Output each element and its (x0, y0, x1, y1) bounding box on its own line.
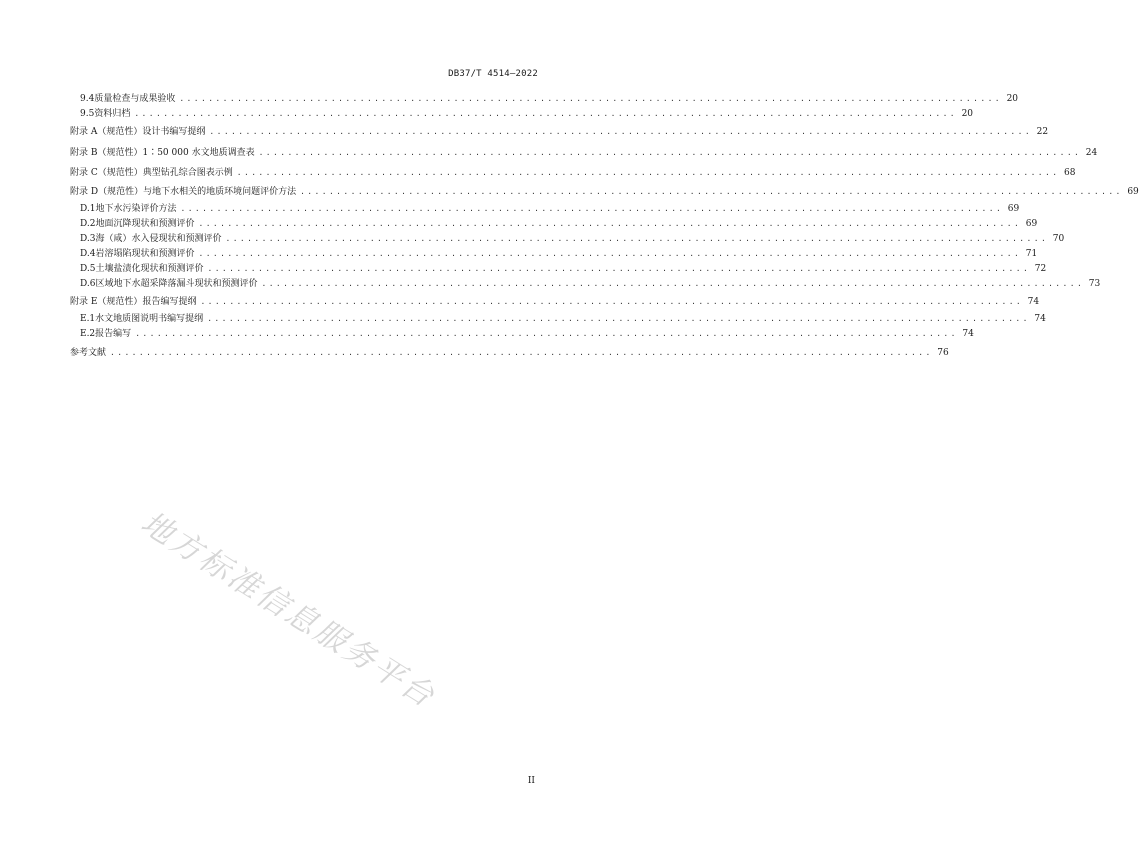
toc-leader-dots: .................................................................................................................. (207, 264, 1031, 273)
toc-leader-dots: .................................................................................................................. (180, 204, 1004, 213)
toc-entry-number: D.1 (80, 204, 96, 214)
toc-entry-number: 附录 D（规范性） (70, 187, 144, 197)
toc-entry[interactable] (80, 328, 974, 340)
toc-leader-dots: .................................................................................................................. (236, 168, 1060, 177)
toc-leader-dots: .................................................................................................................. (110, 348, 933, 357)
toc-entry[interactable] (80, 93, 1019, 105)
toc-entry-number: D.4 (80, 249, 96, 259)
toc-leader-dots: .................................................................................................................. (200, 297, 1024, 306)
toc-entry[interactable] (80, 108, 974, 120)
toc-entry-page: 20 (961, 109, 974, 119)
toc-leader-dots: .................................................................................................................. (300, 187, 1123, 196)
toc-entry-page: 69 (1007, 204, 1020, 214)
toc-entry-number: 附录 A（规范性） (70, 127, 143, 137)
toc-leader-dots: .................................................................................................................. (198, 249, 1022, 258)
toc-entry-title: 海（咸）水入侵现状和预测评价 (95, 234, 222, 244)
toc-leader-dots: .................................................................................................................. (134, 109, 958, 118)
toc-entry-number: D.3 (80, 234, 96, 244)
toc-entry-number: 附录 B（规范性） (70, 148, 143, 158)
toc-entry-page: 69 (1127, 187, 1139, 197)
toc-entry-number: 9.5 (80, 109, 95, 119)
toc-entry-title: 地下水污染评价方法 (95, 204, 177, 214)
toc-leader-dots: .................................................................................................................. (209, 127, 1033, 136)
toc-entry-title: 岩溶塌陷现状和预测评价 (95, 249, 195, 259)
toc-entry[interactable] (70, 186, 1139, 198)
toc-entry-number: D.5 (80, 264, 96, 274)
toc-leader-dots: .................................................................................................................. (198, 219, 1022, 228)
toc-entry-page: 68 (1063, 168, 1076, 178)
toc-entry[interactable] (70, 147, 1098, 159)
toc-leader-dots: .................................................................................................................. (258, 148, 1082, 157)
toc-entry-title: 1∶50 000 水文地质调查表 (142, 148, 255, 158)
toc-entry-page: 72 (1034, 264, 1047, 274)
toc-entry-title: 资料归档 (94, 109, 131, 119)
toc-entry[interactable] (70, 347, 949, 359)
toc-leader-dots: .................................................................................................................. (261, 279, 1085, 288)
toc-entry-page: 74 (1034, 314, 1046, 324)
toc-entry-page: 74 (1027, 297, 1040, 307)
toc-entry-page: 70 (1052, 234, 1065, 244)
toc-entry-title: 参考文献 (70, 348, 107, 358)
toc-entry[interactable] (80, 203, 1020, 215)
toc-entry-page: 20 (1006, 94, 1019, 104)
toc-entry-title: 报告编写提纲 (142, 297, 197, 307)
document-code: DB37/T 4514—2022 (448, 69, 538, 79)
toc-entry-number: E.2 (80, 329, 96, 339)
toc-entry-page: 71 (1025, 249, 1038, 259)
toc-entry[interactable] (80, 313, 1046, 325)
page-number: II (527, 776, 535, 786)
toc-entry-number: D.6 (80, 279, 96, 289)
toc-leader-dots: .................................................................................................................. (179, 94, 1003, 103)
toc-entry-title: 水文地质图说明书编写提纲 (95, 314, 204, 324)
toc-entry[interactable] (80, 278, 1101, 290)
toc-entry[interactable] (70, 126, 1049, 138)
toc-entry[interactable] (80, 233, 1065, 245)
toc-entry-title: 设计书编写提纲 (142, 127, 206, 137)
toc-entry-page: 69 (1025, 219, 1038, 229)
toc-entry-page: 74 (962, 329, 974, 339)
toc-entry-title: 土壤盐渍化现状和预测评价 (95, 264, 204, 274)
toc-entry[interactable] (80, 248, 1038, 260)
toc-entry-page: 24 (1085, 148, 1098, 158)
toc-entry[interactable] (70, 167, 1076, 179)
toc-entry-number: D.2 (80, 219, 96, 229)
toc-entry-number: 附录 C（规范性） (70, 168, 143, 178)
toc-entry-number: 9.4 (80, 94, 95, 104)
toc-entry-title: 典型钻孔综合图表示例 (142, 168, 233, 178)
toc-entry-page: 76 (937, 348, 949, 358)
toc-entry-page: 22 (1036, 127, 1049, 137)
toc-entry-title: 报告编写 (95, 329, 132, 339)
toc-entry[interactable] (70, 296, 1040, 308)
toc-leader-dots: .................................................................................................................. (207, 314, 1030, 323)
toc-entry[interactable] (80, 218, 1038, 230)
toc-leader-dots: .................................................................................................................. (135, 329, 958, 338)
toc-entry-title: 地面沉降现状和预测评价 (95, 219, 195, 229)
toc-entry-page: 73 (1088, 279, 1101, 289)
toc-leader-dots: .................................................................................................................. (225, 234, 1049, 243)
toc-entry-title: 区域地下水超采降落漏斗现状和预测评价 (95, 279, 258, 289)
toc-entry-number: 附录 E（规范性） (70, 297, 143, 307)
toc-entry[interactable] (80, 263, 1047, 275)
toc-entry-title: 与地下水相关的地质环境问题评价方法 (143, 187, 297, 197)
watermark-text: 地方标准信息服务平台 (134, 504, 443, 716)
toc-entry-number: E.1 (80, 314, 96, 324)
toc-entry-title: 质量检查与成果验收 (94, 94, 176, 104)
